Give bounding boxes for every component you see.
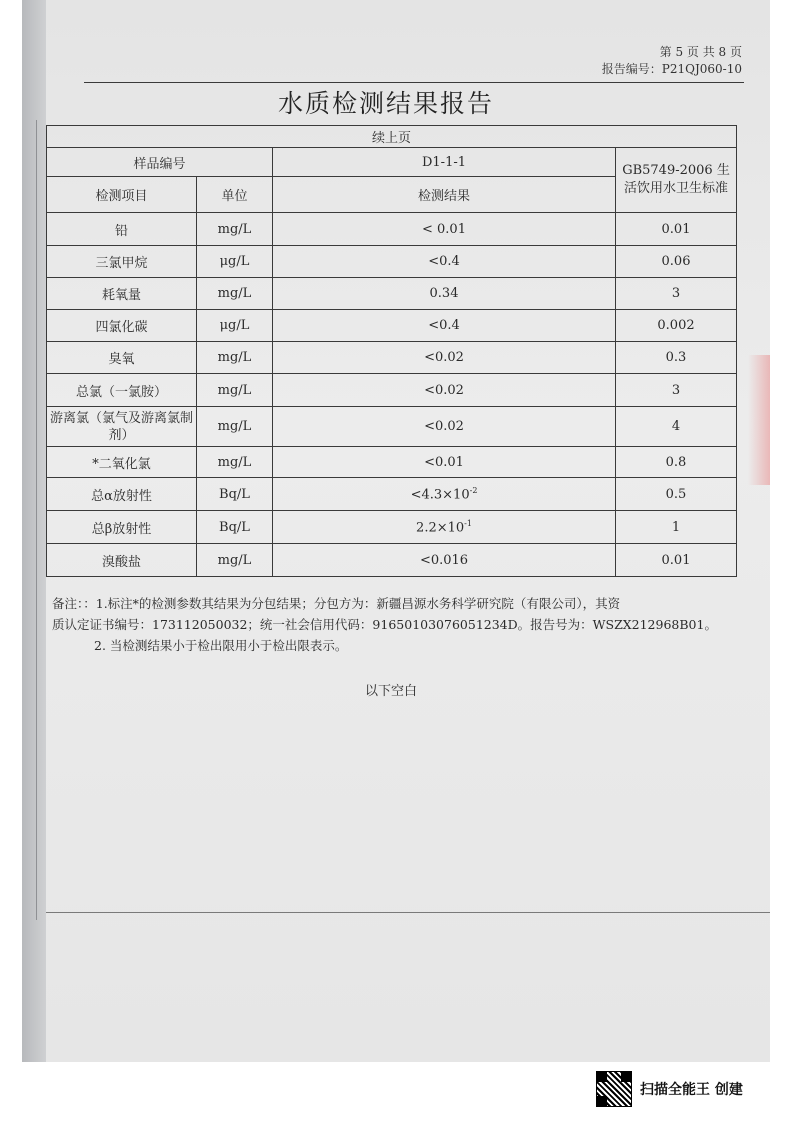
table-row — [47, 407, 737, 447]
scanner-brand: 扫描全能王 创建 — [640, 1082, 743, 1098]
row-item: 铅 — [47, 213, 197, 246]
row-result: <0.4 — [273, 310, 616, 342]
row-standard: 0.002 — [616, 310, 737, 342]
row-result: <0.016 — [273, 544, 616, 577]
row-unit: μg/L — [197, 246, 273, 278]
sample-id-value: D1-1-1 — [273, 148, 616, 177]
remark-line-2: 质认定证书编号：173112050032；统一社会信用代码：91650103076051234D。报告号为：WSZX212968B01。 — [52, 617, 717, 632]
row-standard: 0.3 — [616, 342, 737, 374]
table-row — [47, 342, 737, 374]
row-result-exponent: -2 — [469, 485, 478, 495]
row-standard: 0.01 — [616, 544, 737, 577]
table-row — [47, 478, 737, 511]
table-row — [47, 544, 737, 577]
row-result — [273, 478, 616, 511]
row-unit: Bq/L — [197, 478, 273, 511]
results-table-container — [46, 125, 736, 577]
binder-edge — [22, 0, 46, 1062]
row-unit: mg/L — [197, 342, 273, 374]
row-result — [273, 511, 616, 544]
table-row — [47, 511, 737, 544]
table-row — [47, 374, 737, 407]
results-table — [46, 125, 737, 577]
row-unit: mg/L — [197, 407, 273, 447]
row-result: <0.01 — [273, 447, 616, 478]
qr-code-icon — [596, 1071, 632, 1107]
row-standard: 1 — [616, 511, 737, 544]
row-item: 溴酸盐 — [47, 544, 197, 577]
scanned-photo — [22, 0, 770, 1062]
row-result-base: 2.2×10 — [416, 520, 465, 536]
remark-line-1: 备注：：1.标注*的检测参数其结果为分包结果；分包方为：新疆昌源水务科学研究院（有限公司），其资 — [52, 596, 621, 611]
row-item: *二氧化氯 — [47, 447, 197, 478]
table-row — [47, 310, 737, 342]
report-number: 报告编号：P21QJ060-10 — [601, 62, 742, 76]
standard-header: GB5749-2006 生活饮用水卫生标准 — [616, 148, 737, 213]
remark-line-3: 2. 当检测结果小于检出限用小于检出限表示。 — [94, 638, 348, 653]
header-rule — [84, 82, 744, 83]
remarks — [52, 593, 736, 656]
report-page — [46, 0, 770, 1062]
row-unit: Bq/L — [197, 511, 273, 544]
scanner-watermark — [596, 1070, 743, 1108]
continued-label: 续上页 — [47, 126, 737, 148]
page-bottom-edge — [46, 912, 770, 913]
col-header-result: 检测结果 — [273, 177, 616, 213]
row-unit: mg/L — [197, 374, 273, 407]
row-item: 耗氧量 — [47, 278, 197, 310]
seal-stamp-fragment — [748, 355, 770, 485]
table-row — [47, 213, 737, 246]
col-header-unit: 单位 — [197, 177, 273, 213]
col-header-item: 检测项目 — [47, 177, 197, 213]
row-item: 三氯甲烷 — [47, 246, 197, 278]
row-standard: 0.8 — [616, 447, 737, 478]
row-result: <0.02 — [273, 374, 616, 407]
page-header — [602, 44, 742, 78]
row-result: <0.4 — [273, 246, 616, 278]
table-row — [47, 447, 737, 478]
row-item: 臭氧 — [47, 342, 197, 374]
row-result: <0.02 — [273, 342, 616, 374]
row-unit: mg/L — [197, 544, 273, 577]
table-row — [47, 246, 737, 278]
page-indicator: 第 5 页 共 8 页 — [659, 45, 742, 59]
row-item: 四氯化碳 — [47, 310, 197, 342]
row-result-exponent: -1 — [464, 518, 472, 528]
row-item: 游离氯（氯气及游离氯制剂） — [47, 407, 197, 447]
row-result: 0.34 — [273, 278, 616, 310]
row-standard: 3 — [616, 278, 737, 310]
row-standard: 3 — [616, 374, 737, 407]
row-standard: 0.06 — [616, 246, 737, 278]
row-result: <0.02 — [273, 407, 616, 447]
table-row — [47, 278, 737, 310]
row-result: < 0.01 — [273, 213, 616, 246]
row-standard: 4 — [616, 407, 737, 447]
blank-notice: 以下空白 — [364, 684, 417, 699]
row-unit: μg/L — [197, 310, 273, 342]
row-item: 总β放射性 — [47, 511, 197, 544]
row-unit: mg/L — [197, 278, 273, 310]
row-item: 总氯（一氯胺） — [47, 374, 197, 407]
row-item: 总α放射性 — [47, 478, 197, 511]
row-result-base: <4.3×10 — [410, 487, 470, 503]
page-title: 水质检测结果报告 — [277, 89, 494, 118]
row-standard: 0.5 — [616, 478, 737, 511]
row-unit: mg/L — [197, 447, 273, 478]
sample-id-label: 样品编号 — [47, 148, 273, 177]
row-standard: 0.01 — [616, 213, 737, 246]
row-unit: mg/L — [197, 213, 273, 246]
